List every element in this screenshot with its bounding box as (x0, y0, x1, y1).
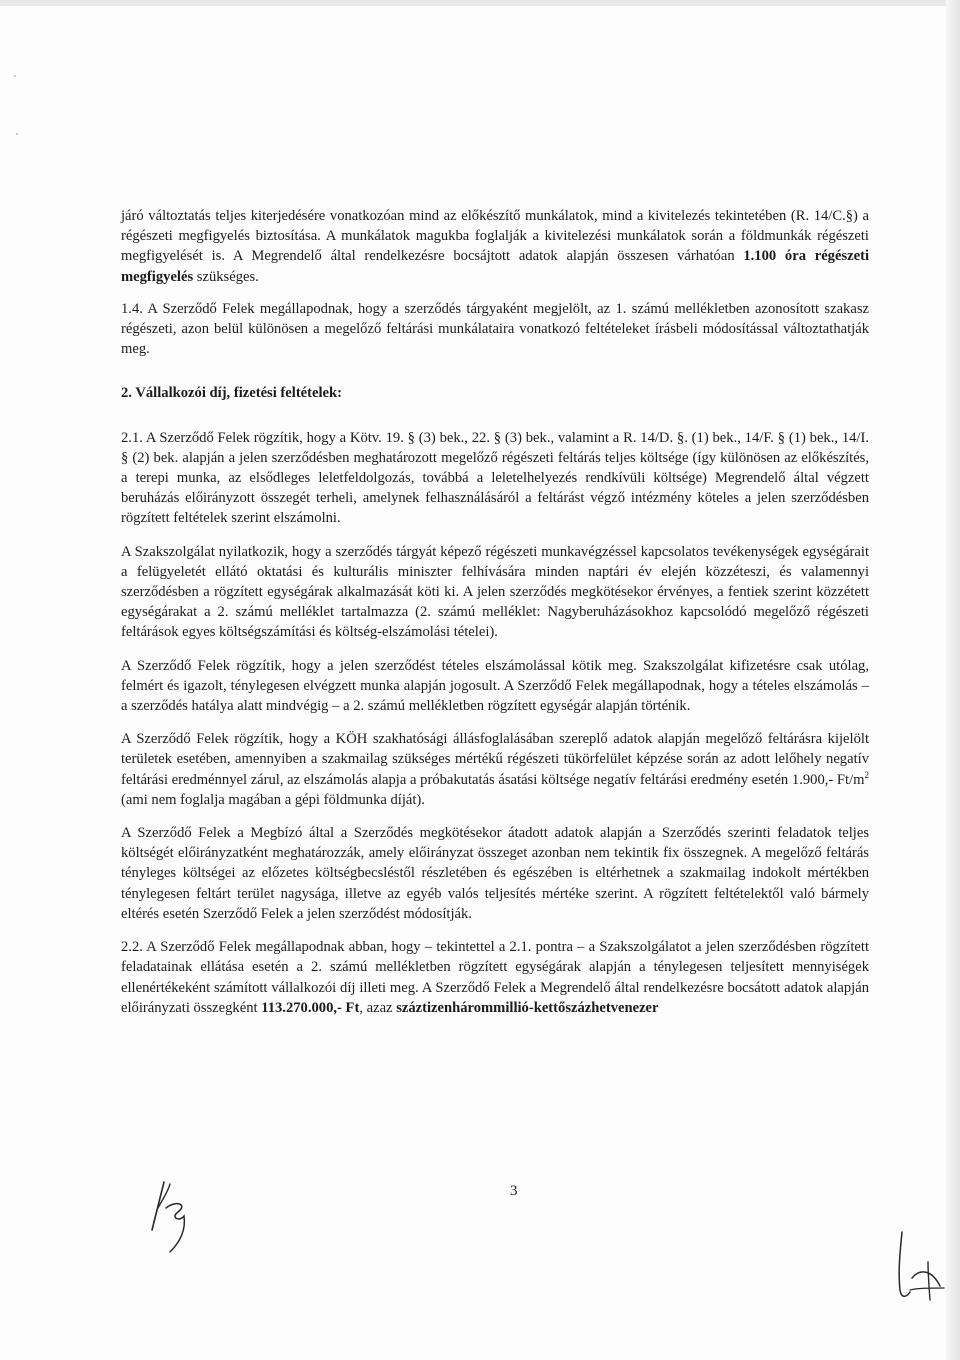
text-run: járó változtatás teljes kiterjedésére vonatkozóan mind az előkészítő munkálatok, mind a kivitelezés tekintetében (R. 14/C.§) a régészeti megfigyelés biztosítása. A munkálatok magukba foglalják a kivitelezési munkálatok során a földmunkák régészeti megfigyelését is. A Megrendelő által rendelkezésre bocsájtott adatok alapján összesen várhatóan (121, 208, 869, 265)
paragraph-eloiranyzat (121, 823, 869, 924)
bold-text: 113.270.000,- Ft (261, 999, 360, 1016)
paragraph-koh (121, 729, 869, 810)
text-run: A Szerződő Felek rögzítik, hogy a KÖH szakhatósági állásfoglalásában szereplő adatok alapján megelőző feltárásra kijelölt területek esetében, amennyiben a szakmailag szükséges mértékű régészeti tükörfelület képzése során az adott lelőhely negatív feltárási eredménnyel zárul, az elszámolás alapja a próbakutatás ásatási költsége negatív feltárási eredmény esetén 1.900,- Ft/m (121, 731, 869, 788)
scan-edge (0, 0, 960, 6)
text-run: 2.1. A Szerződő Felek rögzítik, hogy a Kötv. 19. § (3) bek., 22. § (3) bek., valamint a R. 14/D. §. (1) bek., 14/F. § (1) bek., 14/I. § (2) bek. alapján a jelen szerződésben meghatározott megelőző régészeti feltárás teljes költsége (így különösen az előkészítés, a terepi munka, az elsődleges leletfeldolgozás, továbbá a leletelhelyezés rendkívüli költsége) Megrendelő által végzett beruházás előirányzott összegét terheli, amelynek felhasználásáról a feltárást végző intézmény köteles a jelen szerződésben rögzített feltételek szerint elszámolni. (121, 429, 869, 527)
superscript: 2 (864, 769, 869, 780)
body-text (121, 206, 869, 1018)
section-heading-2 (121, 383, 869, 403)
paragraph-teteles-elszamolas (121, 656, 869, 717)
text-run: 2.2. A Szerződő Felek megállapodnak abban, hogy – tekintettel a 2.1. pontra – a Szakszolgálatot a jelen szerződésben rögzített feladatainak ellátása esetén a 2. számú mellékletben rögzített egységárak alapján a ténylegesen teljesített mennyiségek ellenértékeként számított vállalkozói díj illeti meg. A Szerződő Felek a Megrendelő által rendelkezésre bocsátott adatok alapján előirányzati összegként (121, 939, 869, 1016)
handwritten-initials-left (140, 1178, 200, 1258)
text-run: A Szerződő Felek rögzítik, hogy a jelen szerződést tételes elszámolással kötik meg. Szakszolgálat kifizetésre csak utólag, felmért és igazolt, ténylegesen elvégzett munka alapján jogosult. A Szerződő Felek megállapodnak, hogy a tételes elszámolás – a szerződés hatálya alatt mindvégig – a 2. számú mellékletben rögzített egységár alapján történik. (121, 657, 869, 715)
scan-edge (946, 0, 960, 1360)
text-run: (ami nem foglalja magában a gépi földmunka díját). (121, 791, 425, 808)
bold-text: 2. Vállalkozói díj, fizetési feltételek: (121, 385, 343, 402)
bold-text: száztizenhárommillió-kettőszázhetvenezer (396, 999, 659, 1016)
scan-speck (16, 133, 18, 135)
paragraph-megfigyeles (121, 206, 869, 287)
bold-text: 1.100 óra régészeti megfigyelés (121, 248, 869, 285)
text-run: A Szerződő Felek a Megbízó által a Szerződés megkötésekor átadott adatok alapján a Szerződés szerinti feladatok teljes költségét előirányzatként meghatározzák, amely előirányzat összeget azonban nem tekintik fix összegnek. A megelőző feltárás tényleges költségei az előzetes költségbecsléstől részletében és egészében is eltérhetnek a szakmailag indokolt mértékben ténylegesen feltárt terület nagysága, illetve az egyéb valós teljesítés mértéke szerint. A rögzített feltételektől való bármely eltérés esetén Szerződő Felek a jelen szerződést módosítják. (121, 825, 869, 922)
text-run: 1.4. A Szerződő Felek megállapodnak, hogy a szerződés tárgyaként megjelölt, az 1. számú mellékletben azonosított szakasz régészeti, azon belül különösen a megelőző feltárási munkálataira vonatkozó feltételeket írásbeli módosítással változtathatják meg. (121, 300, 869, 358)
text-run: szükséges. (193, 268, 259, 285)
handwritten-initials-right (884, 1228, 950, 1308)
paragraph-szakszolgalat (121, 542, 869, 643)
text-run: A Szakszolgálat nyilatkozik, hogy a szerződés tárgyát képező régészeti munkavégzéssel kapcsolatos tevékenységek egységárait a felügyeletét ellátó oktatási és kulturális miniszter felhívására minden naptári év elején közzéteszi, és valamennyi szerződésben a rögzített egységárak alkalmazását köti ki. A jelen szerződés megkötésekor érvényes, a fentiek szerint közzétett egységárakat a 2. számú melléklet tartalmazza (2. számú melléklet: Nagyberuházásokhoz kapcsolódó megelőző régészeti feltárások egyes költségszámítási és költség-elszámolási tételei). (121, 543, 869, 641)
scan-speck (14, 75, 16, 77)
page-number: 3 (510, 1183, 518, 1199)
text-run: , azaz (359, 999, 397, 1016)
paragraph-2-2 (121, 937, 869, 1018)
paragraph-1-4 (121, 299, 869, 360)
paragraph-2-1 (121, 428, 869, 529)
